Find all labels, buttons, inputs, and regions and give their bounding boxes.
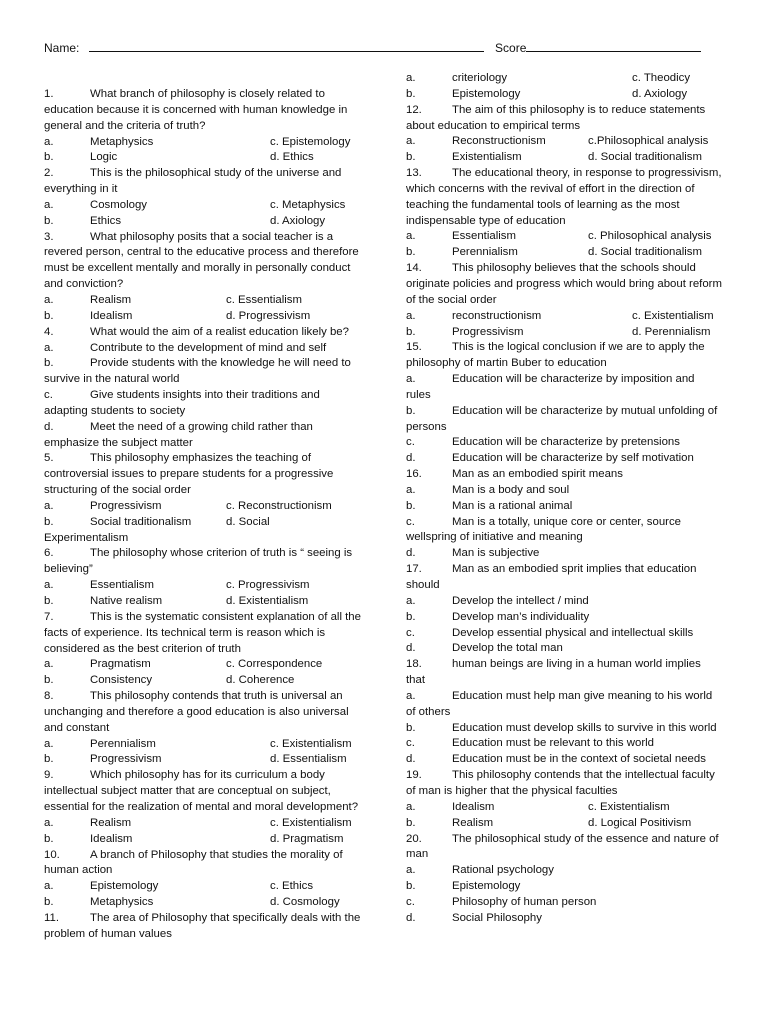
answer-row — [44, 150, 364, 166]
answer-row — [44, 895, 364, 911]
answer-row — [406, 150, 722, 166]
option-text: Education will be characterize by self motivation — [452, 452, 694, 465]
question-item — [406, 166, 722, 261]
answer-option[interactable]: c. Essentialism — [226, 293, 302, 306]
answer-row — [406, 245, 722, 261]
option-letter: a. — [406, 230, 416, 243]
option-letter: a. — [44, 499, 54, 512]
answer-option[interactable]: Cosmology — [90, 198, 147, 211]
question-stem: This philosophy contends that the intellectual faculty of man is higher that the physical faculties — [406, 769, 715, 797]
answer-option[interactable]: Realism — [452, 816, 494, 829]
answer-option[interactable]: Pragmatism — [90, 658, 151, 671]
question-item — [406, 103, 722, 166]
answer-option[interactable]: Realism — [90, 816, 132, 829]
question-stem: What branch of philosophy is closely related to education because it is concerned with human knowledge in general and the criteria of truth? — [44, 88, 348, 132]
option-letter: a. — [44, 135, 54, 148]
question-number: 4. — [44, 325, 54, 338]
question-number: 10. — [44, 848, 60, 861]
question-stem: This is the philosophical study of the universe and everything in it — [44, 167, 342, 196]
right-column — [406, 71, 722, 927]
option-text: Philosophy of human person — [452, 895, 597, 908]
answer-option[interactable]: c. Existentialism — [270, 816, 352, 829]
question-stem: What would the aim of a realist education likely be? — [90, 325, 349, 338]
answer-option[interactable]: Existentialism — [452, 151, 522, 164]
answer-option[interactable] — [406, 372, 722, 404]
question-number: 12. — [406, 103, 422, 116]
answer-row — [406, 800, 722, 816]
answer-option[interactable]: c. Existentialism — [270, 737, 352, 750]
answer-option[interactable]: Ethics — [90, 214, 122, 227]
question-text — [44, 87, 364, 135]
answer-row — [44, 832, 364, 848]
answer-option[interactable]: Consistency — [90, 674, 153, 687]
answer-option[interactable] — [406, 546, 722, 562]
question-text — [406, 562, 722, 594]
option-text: Man is a totally, unique core or center, source wellspring of initiative and meaning — [406, 515, 681, 544]
option-letter: b. — [44, 151, 54, 164]
answer-option[interactable]: d. Social traditionalism — [588, 246, 702, 259]
answer-row — [406, 87, 722, 103]
answer-row — [44, 879, 364, 895]
answer-option[interactable]: Native realism — [90, 595, 163, 607]
question-stem: The area of Philosophy that specifically deals with the problem of human values — [44, 911, 361, 940]
question-number: 13. — [406, 167, 422, 180]
answer-row — [406, 816, 722, 832]
answer-option[interactable]: criteriology — [452, 72, 508, 84]
question-number: 17. — [406, 563, 422, 576]
answer-option[interactable]: Perennialism — [90, 737, 156, 750]
question-number: 7. — [44, 610, 54, 623]
question-stem: This philosophy contends that truth is universal an unchanging and therefore a good education is also universal and constant — [44, 690, 349, 734]
answer-option[interactable] — [406, 721, 722, 737]
question-item — [406, 768, 722, 831]
answer-row — [44, 515, 364, 531]
answer-row — [44, 135, 364, 151]
answer-option[interactable]: d. Coherence — [226, 674, 295, 687]
option-text: Education must help man give meaning to his world of others — [406, 689, 713, 718]
answer-option[interactable]: Reconstructionism — [452, 135, 546, 148]
option-letter: d. — [44, 420, 54, 433]
question-number: 1. — [44, 88, 54, 100]
option-letter: c. — [406, 737, 415, 750]
answer-option[interactable] — [406, 594, 722, 610]
option-text: Man is a body and soul — [452, 483, 570, 496]
answer-option[interactable]: d. Logical Positivism — [588, 816, 692, 829]
answer-option[interactable]: d. Perennialism — [632, 325, 711, 338]
option-letter: b. — [406, 610, 416, 623]
question-text — [406, 166, 722, 229]
answer-option[interactable]: Metaphysics — [90, 135, 154, 148]
option-letter: a. — [44, 880, 54, 893]
question-text — [44, 451, 364, 499]
answer-option[interactable] — [406, 499, 722, 515]
answer-option[interactable]: c. Philosophical analysis — [588, 230, 712, 243]
question-text — [406, 340, 722, 372]
answer-option[interactable] — [406, 435, 722, 451]
answer-option[interactable] — [406, 610, 722, 626]
question-number: 5. — [44, 452, 54, 465]
question-text — [44, 325, 364, 341]
option-letter: d. — [406, 642, 416, 655]
answer-option[interactable]: reconstructionism — [452, 309, 542, 322]
question-stem: A branch of Philosophy that studies the morality of human action — [44, 848, 343, 877]
option-letter: d. — [406, 911, 416, 924]
question-item — [44, 166, 364, 229]
question-item — [406, 340, 722, 467]
question-text — [406, 103, 722, 135]
option-text: Give students insights into their traditions and adapting students to society — [44, 389, 320, 417]
option-text: Develop the total man — [452, 642, 563, 655]
option-letter: a. — [44, 198, 54, 211]
option-letter: d. — [406, 547, 416, 560]
question-item — [406, 467, 722, 562]
question-item — [44, 87, 364, 166]
option-letter: a. — [44, 341, 54, 354]
option-text: Education will be characterize by pretensions — [452, 436, 680, 449]
option-letter: b. — [406, 87, 416, 100]
answer-option[interactable]: d. Existentialism — [226, 595, 309, 607]
answer-option[interactable] — [44, 388, 364, 420]
answer-option[interactable]: c.Philosophical analysis — [588, 135, 709, 148]
question-text — [406, 467, 722, 483]
answer-option[interactable]: Realism — [90, 293, 132, 306]
question-number: 2. — [44, 167, 54, 180]
answer-option[interactable] — [406, 404, 722, 436]
option-letter: a. — [44, 579, 54, 592]
answer-option[interactable]: Idealism — [90, 832, 133, 845]
answer-row — [44, 673, 364, 689]
question-item — [44, 230, 364, 325]
question-number: 6. — [44, 547, 54, 560]
option-letter: c. — [406, 515, 415, 528]
answer-option[interactable]: c. Existentialism — [632, 309, 714, 322]
question-number: 14. — [406, 262, 422, 275]
question-item — [406, 71, 722, 103]
option-text: Develop essential physical and intellectual skills — [452, 626, 694, 639]
option-letter: b. — [44, 753, 54, 766]
option-text: Rational psychology — [452, 864, 554, 877]
question-item — [406, 261, 722, 340]
option-letter: b. — [44, 896, 54, 909]
option-text: Education must be in the context of societal needs — [452, 753, 706, 766]
option-text: Education must be relevant to this world — [452, 737, 654, 750]
option-text: Education will be characterize by imposition and rules — [406, 373, 695, 401]
answer-option[interactable] — [406, 752, 722, 768]
question-text — [406, 832, 722, 864]
answer-option[interactable] — [44, 356, 364, 388]
option-letter: a. — [406, 135, 416, 148]
option-letter: a. — [44, 658, 54, 671]
option-letter: a. — [406, 483, 416, 496]
answer-option[interactable] — [406, 451, 722, 467]
answer-row — [44, 816, 364, 832]
question-number: 16. — [406, 468, 422, 481]
question-number: 3. — [44, 230, 54, 243]
answer-option[interactable]: c. Correspondence — [226, 658, 323, 671]
question-text — [44, 768, 364, 816]
answer-row — [406, 309, 722, 325]
question-text — [406, 768, 722, 800]
option-letter: a. — [406, 594, 416, 607]
question-stem: Which philosophy has for its curriculum a body intellectual subject matter that are conceptual on subject, essential for the realization of mental and moral development? — [44, 769, 359, 813]
option-letter: a. — [406, 72, 416, 84]
answer-option[interactable]: d. Ethics — [270, 151, 314, 164]
question-stem: Man as an embodied sprit implies that education should — [406, 563, 697, 591]
question-stem: human beings are living in a human world implies that — [406, 658, 701, 687]
option-letter: a. — [44, 293, 54, 306]
question-item — [44, 610, 364, 689]
question-stem: The philosophy whose criterion of truth is “ seeing is believing” — [44, 547, 353, 576]
option-letter: b. — [406, 151, 416, 164]
answer-option[interactable]: Idealism — [452, 800, 495, 813]
answer-option[interactable]: d. Progressivism — [226, 309, 311, 322]
answer-row — [44, 309, 364, 325]
option-letter: b. — [44, 595, 54, 607]
answer-option[interactable]: d. Social traditionalism — [588, 151, 702, 164]
option-text: Education must develop skills to survive in this world — [452, 721, 717, 734]
answer-option[interactable]: c. Ethics — [270, 880, 314, 893]
answer-option[interactable] — [44, 341, 364, 357]
option-letter: b. — [406, 499, 416, 512]
option-letter: d. — [406, 753, 416, 766]
option-text: Develop the intellect / mind — [452, 594, 589, 607]
question-item — [406, 657, 722, 768]
answer-option[interactable]: d. Pragmatism — [270, 832, 344, 845]
answer-option[interactable]: Metaphysics — [90, 896, 154, 909]
answer-option[interactable] — [406, 483, 722, 499]
option-text: Social Philosophy — [452, 911, 542, 924]
question-stem: This is the systematic consistent explanation of all the facts of experience. Its technical term is reason which is considered as the best criterion of truth — [44, 610, 361, 655]
exam-header — [44, 40, 734, 56]
answer-option[interactable] — [406, 736, 722, 752]
question-text — [44, 689, 364, 737]
question-number: 9. — [44, 769, 54, 782]
option-letter: b. — [406, 816, 416, 829]
question-item — [44, 546, 364, 609]
option-letter: a. — [406, 373, 416, 386]
question-text — [44, 230, 364, 293]
question-text — [406, 657, 722, 689]
option-letter: b. — [406, 404, 416, 417]
option-text: Epistemology — [452, 880, 521, 893]
question-text — [44, 911, 364, 943]
answer-option[interactable]: c. Theodicy — [632, 72, 691, 84]
answer-option[interactable] — [406, 689, 722, 721]
question-text — [44, 610, 364, 658]
answer-row — [44, 657, 364, 673]
question-stem: The educational theory, in response to progressivism, which concerns with the revival of effort in the direction of teaching the fundamental tools of learning as the most indispensable type of education — [406, 167, 722, 227]
option-letter: b. — [44, 309, 54, 322]
question-text — [44, 546, 364, 578]
option-letter: a. — [44, 816, 54, 829]
question-text — [44, 166, 364, 198]
option-text: Provide students with the knowledge he will need to survive in the natural world — [44, 357, 351, 386]
answer-row — [44, 752, 364, 768]
answer-option[interactable] — [406, 911, 722, 927]
answer-row — [44, 578, 364, 594]
option-letter: b. — [406, 721, 416, 734]
option-text: Meet the need of a growing child rather than emphasize the subject matter — [44, 420, 313, 449]
option-letter: a. — [44, 737, 54, 750]
answer-option[interactable]: c. Progressivism — [226, 579, 310, 592]
option-text: Man is a rational animal — [452, 499, 573, 512]
question-item — [406, 832, 722, 927]
answer-option[interactable] — [406, 863, 722, 879]
option-text: Contribute to the development of mind and self — [90, 341, 327, 354]
answer-row — [44, 293, 364, 309]
question-stem: Man as an embodied spirit means — [452, 468, 623, 481]
answer-option[interactable]: c. Existentialism — [588, 800, 670, 813]
option-letter: b. — [44, 515, 54, 528]
option-text: Man is subjective — [452, 547, 540, 560]
answer-option[interactable]: d. Social — [226, 515, 270, 528]
answer-row — [44, 737, 364, 753]
answer-option[interactable]: c. Epistemology — [270, 135, 351, 148]
score-label: Score — [495, 41, 527, 55]
question-stem: This is the logical conclusion if we are to apply the philosophy of martin Buber to education — [406, 341, 705, 370]
answer-option[interactable]: Progressivism — [90, 753, 162, 766]
answer-option[interactable] — [406, 626, 722, 642]
question-item — [44, 325, 364, 452]
option-letter: b. — [406, 246, 416, 259]
question-text — [406, 261, 722, 309]
option-letter: c. — [44, 389, 53, 402]
option-letter: b. — [406, 325, 416, 338]
option-letter: b. — [406, 880, 416, 893]
answer-row — [406, 71, 722, 87]
question-text — [44, 848, 364, 880]
answer-option-continued: Experimentalism — [44, 531, 129, 544]
answer-option[interactable]: Essentialism — [90, 579, 154, 592]
answer-option[interactable]: d. Axiology — [632, 87, 688, 100]
question-item — [44, 451, 364, 546]
answer-option[interactable] — [44, 420, 364, 452]
option-letter: b. — [44, 674, 54, 687]
answer-option[interactable]: c. Reconstructionism — [226, 499, 332, 512]
name-label: Name: — [44, 41, 80, 55]
option-text: Develop man’s individuality — [452, 610, 590, 623]
option-letter: a. — [406, 800, 416, 813]
answer-option[interactable] — [406, 895, 722, 911]
question-number: 15. — [406, 341, 422, 354]
left-column — [44, 87, 364, 943]
answer-option[interactable] — [406, 515, 722, 547]
option-letter: a. — [406, 689, 416, 702]
answer-row — [44, 594, 364, 610]
question-stem: This philosophy believes that the schools should originate policies and progress which would bring about reform of the social order — [406, 262, 722, 306]
option-letter: b. — [44, 832, 54, 845]
question-stem: The philosophical study of the essence and nature of man — [406, 832, 719, 861]
option-letter: c. — [406, 626, 415, 639]
answer-row — [44, 214, 364, 230]
question-stem: The aim of this philosophy is to reduce statements about education to empirical terms — [406, 103, 706, 132]
answer-option[interactable]: d. Cosmology — [270, 896, 340, 909]
option-letter: a. — [406, 309, 416, 322]
question-item — [44, 848, 364, 911]
option-letter: b. — [44, 214, 54, 227]
answer-option[interactable]: Epistemology — [452, 87, 521, 100]
question-number: 20. — [406, 832, 422, 845]
option-text: Education will be characterize by mutual unfolding of persons — [406, 404, 718, 433]
answer-option[interactable]: d. Essentialism — [270, 753, 347, 766]
answer-option[interactable] — [406, 641, 722, 657]
option-letter: c. — [406, 895, 415, 908]
answer-row — [44, 499, 364, 515]
answer-row — [406, 134, 722, 150]
answer-option[interactable]: Logic — [90, 151, 118, 164]
answer-option[interactable]: d. Axiology — [270, 214, 326, 227]
question-item — [44, 689, 364, 768]
answer-option[interactable] — [406, 879, 722, 895]
answer-option[interactable]: Essentialism — [452, 230, 516, 243]
question-number: 19. — [406, 769, 422, 782]
answer-row — [406, 325, 722, 341]
answer-option[interactable]: Idealism — [90, 309, 133, 322]
answer-row — [406, 229, 722, 245]
answer-option[interactable]: Epistemology — [90, 880, 159, 893]
answer-option[interactable]: c. Metaphysics — [270, 198, 346, 211]
option-letter: a. — [406, 864, 416, 877]
answer-option[interactable]: Progressivism — [90, 499, 162, 512]
question-number: 18. — [406, 658, 422, 671]
question-item — [406, 562, 722, 657]
question-stem: This philosophy emphasizes the teaching of controversial issues to prepare students for a progressive structuring of the social order — [44, 452, 334, 497]
option-letter: b. — [44, 357, 54, 370]
answer-row — [44, 198, 364, 214]
score-field[interactable] — [526, 40, 701, 52]
answer-option[interactable]: Progressivism — [452, 325, 524, 338]
question-item — [44, 768, 364, 847]
question-item — [44, 911, 364, 943]
option-letter: d. — [406, 452, 416, 465]
answer-option[interactable]: Social traditionalism — [90, 515, 192, 528]
name-field[interactable] — [89, 40, 484, 52]
question-stem: What philosophy posits that a social teacher is a revered person, central to the educative process and therefore must be excellent mentally and morally in personally conduct and conviction? — [44, 230, 359, 291]
question-number: 11. — [44, 911, 59, 924]
answer-option[interactable]: Perennialism — [452, 246, 518, 259]
question-number: 8. — [44, 690, 54, 703]
option-letter: c. — [406, 436, 415, 449]
